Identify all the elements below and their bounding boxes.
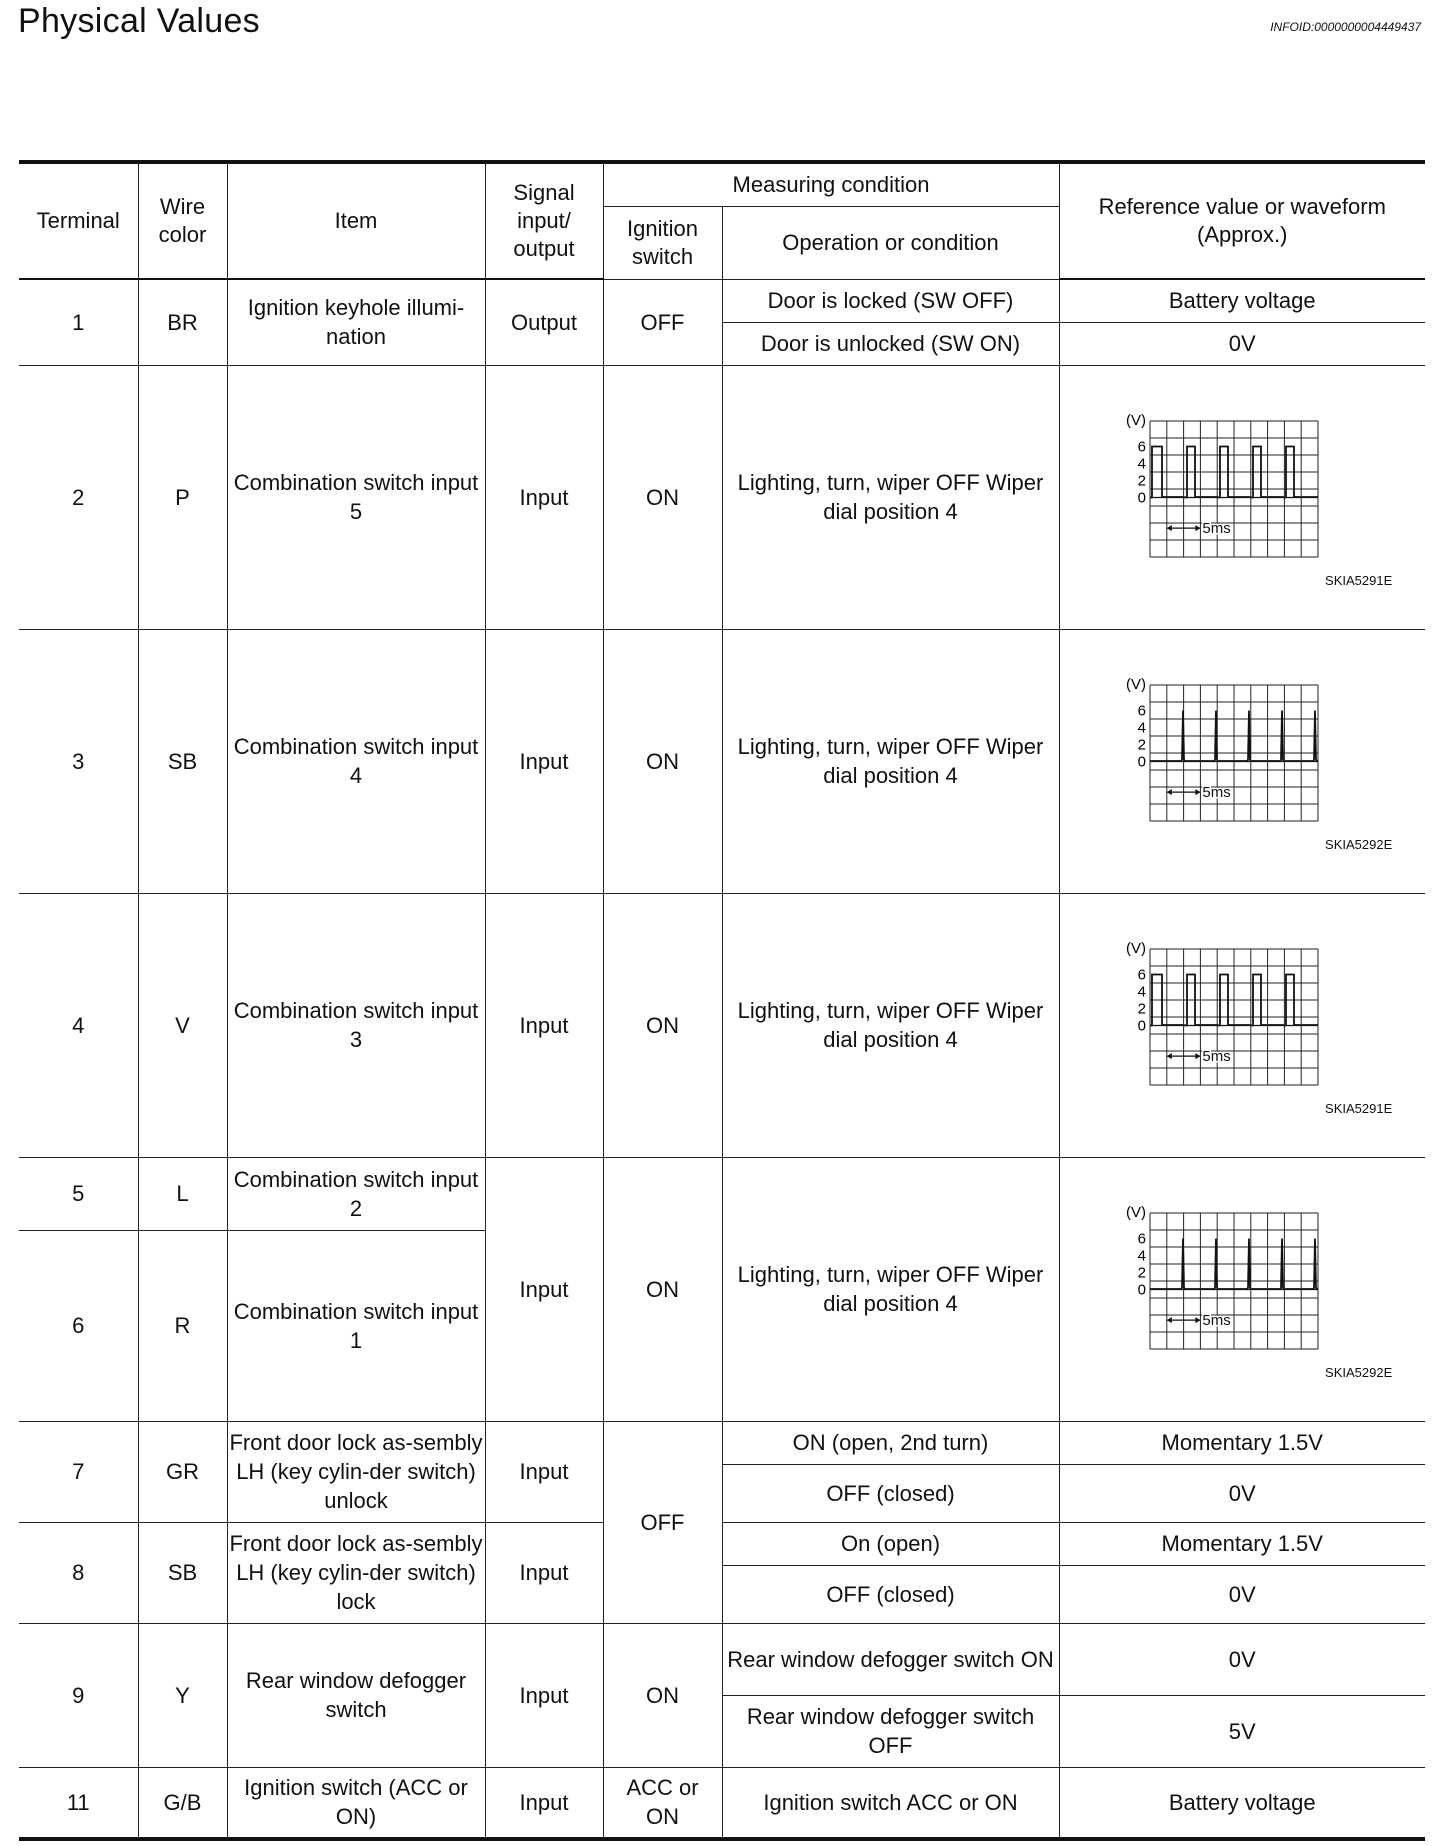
ignition-cell: ON [603,629,722,893]
y-tick-label: 2 [1137,472,1147,490]
y-tick-label: 4 [1137,983,1147,1001]
reference-cell: 0V [1059,1565,1425,1623]
item-cell: Front door lock as-sembly LH (key cylin-der switch) lock [227,1522,485,1623]
terminal-cell: 3 [19,629,138,893]
wire-color-cell: GR [138,1421,227,1522]
terminal-cell: 8 [19,1522,138,1623]
arrowhead-right-icon [1196,789,1201,795]
wire-color-cell: SB [138,629,227,893]
y-tick-label: 6 [1137,1230,1147,1248]
item-cell: Combination switch input 5 [227,365,485,629]
signal-cell: Input [485,893,603,1157]
terminal-cell: 11 [19,1767,138,1839]
wire-color-cell: P [138,365,227,629]
waveform-cell [1059,893,1425,1157]
waveform-cell [1059,365,1425,629]
waveform-figure [1092,915,1392,1135]
y-tick-label: 2 [1137,736,1147,754]
wire-color-cell: V [138,893,227,1157]
ignition-cell: ON [603,365,722,629]
table-row [19,893,1425,1157]
reference-cell: 0V [1059,322,1425,365]
y-tick-label: 6 [1137,966,1147,984]
condition-cell: Rear window defogger switch OFF [722,1695,1059,1767]
condition-cell: On (open) [722,1522,1059,1565]
y-tick-label: 4 [1137,455,1147,473]
header-item: Item [227,162,485,279]
condition-cell: Lighting, turn, wiper OFF Wiper dial position 4 [722,365,1059,629]
ignition-cell: OFF [603,1421,722,1623]
waveform-figure [1092,1179,1392,1399]
y-tick-label: 2 [1137,1264,1147,1282]
y-unit-label: (V) [1126,412,1147,429]
terminal-cell: 1 [19,279,138,365]
condition-cell: ON (open, 2nd turn) [722,1421,1059,1464]
item-cell: Combination switch input 3 [227,893,485,1157]
header-operation: Operation or condition [722,206,1059,279]
terminal-cell: 6 [19,1230,138,1421]
wire-color-cell: Y [138,1623,227,1767]
table-row [19,1421,1425,1464]
ignition-cell: ON [603,893,722,1157]
item-cell: Front door lock as-sembly LH (key cylin-der switch) unlock [227,1421,485,1522]
reference-cell: Momentary 1.5V [1059,1522,1425,1565]
terminal-cell: 5 [19,1157,138,1230]
y-unit-label: (V) [1126,1204,1147,1221]
y-unit-label: (V) [1126,676,1147,693]
info-id: INFOID:0000000004449437 [1270,20,1421,34]
terminal-cell: 7 [19,1421,138,1522]
y-tick-label: 6 [1137,702,1147,720]
header-reference: Reference value or waveform (Approx.) [1059,162,1425,279]
y-unit-label: (V) [1126,940,1147,957]
table-row [19,1522,1425,1565]
wire-color-cell: R [138,1230,227,1421]
reference-cell: 0V [1059,1623,1425,1695]
waveform-graph [1122,1199,1332,1359]
arrowhead-right-icon [1196,1053,1201,1059]
table-row [19,279,1425,322]
waveform-figure [1092,651,1392,871]
condition-cell: Lighting, turn, wiper OFF Wiper dial position 4 [722,629,1059,893]
time-scale-label: 5ms [1202,784,1231,802]
waveform-figure [1092,387,1392,607]
condition-cell: OFF (closed) [722,1565,1059,1623]
table-row [19,1767,1425,1839]
arrowhead-left-icon [1167,525,1172,531]
signal-cell: Input [485,629,603,893]
reference-cell: 0V [1059,1464,1425,1522]
waveform-cell [1059,1157,1425,1421]
signal-cell: Input [485,365,603,629]
header-wire-color: Wire color [138,162,227,279]
wire-color-cell: BR [138,279,227,365]
condition-cell: Rear window defogger switch ON [722,1623,1059,1695]
y-tick-label: 0 [1137,1281,1147,1299]
wire-color-cell: SB [138,1522,227,1623]
terminal-cell: 9 [19,1623,138,1767]
waveform-graph [1122,671,1332,831]
table-row [19,629,1425,893]
terminal-cell: 4 [19,893,138,1157]
reference-cell: Momentary 1.5V [1059,1421,1425,1464]
signal-cell: Output [485,279,603,365]
header-signal: Signal input/ output [485,162,603,279]
figure-code: SKIA5292E [1325,1365,1393,1380]
signal-cell: Input [485,1522,603,1623]
table-row [19,1157,1425,1230]
waveform-graph [1122,407,1332,567]
signal-cell: Input [485,1623,603,1767]
ignition-cell: ACC or ON [603,1767,722,1839]
item-cell: Rear window defogger switch [227,1623,485,1767]
wire-color-cell: G/B [138,1767,227,1839]
arrowhead-right-icon [1196,1317,1201,1323]
y-tick-label: 0 [1137,489,1147,507]
y-tick-label: 2 [1137,1000,1147,1018]
arrowhead-left-icon [1167,1317,1172,1323]
condition-cell: Ignition switch ACC or ON [722,1767,1059,1839]
condition-cell: Lighting, turn, wiper OFF Wiper dial position 4 [722,1157,1059,1421]
y-tick-label: 4 [1137,1247,1147,1265]
ignition-cell: OFF [603,279,722,365]
time-scale-label: 5ms [1202,1312,1231,1330]
figure-code: SKIA5292E [1325,837,1393,852]
y-tick-label: 6 [1137,438,1147,456]
signal-cell: Input [485,1767,603,1839]
time-scale-label: 5ms [1202,1048,1231,1066]
item-cell: Combination switch input 4 [227,629,485,893]
item-cell: Combination switch input 1 [227,1230,485,1421]
condition-cell: Door is unlocked (SW ON) [722,322,1059,365]
waveform-cell [1059,629,1425,893]
condition-cell: OFF (closed) [722,1464,1059,1522]
signal-cell: Input [485,1421,603,1522]
figure-code: SKIA5291E [1325,1101,1393,1116]
y-tick-label: 0 [1137,1017,1147,1035]
item-cell: Combination switch input 2 [227,1157,485,1230]
figure-code: SKIA5291E [1325,573,1393,588]
ignition-cell: ON [603,1157,722,1421]
time-scale-label: 5ms [1202,520,1231,538]
condition-cell: Door is locked (SW OFF) [722,279,1059,322]
y-tick-label: 0 [1137,753,1147,771]
header-terminal: Terminal [19,162,138,279]
arrowhead-right-icon [1196,525,1201,531]
ignition-cell: ON [603,1623,722,1767]
header-measuring-condition: Measuring condition [603,162,1059,206]
signal-cell: Input [485,1157,603,1421]
header-ignition-switch: Ignition switch [603,206,722,279]
physical-values-table [19,160,1425,1841]
wire-color-cell: L [138,1157,227,1230]
item-cell: Ignition switch (ACC or ON) [227,1767,485,1839]
reference-cell: Battery voltage [1059,1767,1425,1839]
terminal-cell: 2 [19,365,138,629]
waveform-graph [1122,935,1332,1095]
reference-cell: 5V [1059,1695,1425,1767]
table-row [19,1623,1425,1695]
arrowhead-left-icon [1167,1053,1172,1059]
arrowhead-left-icon [1167,789,1172,795]
table-row [19,365,1425,629]
y-tick-label: 4 [1137,719,1147,737]
item-cell: Ignition keyhole illumi-nation [227,279,485,365]
condition-cell: Lighting, turn, wiper OFF Wiper dial position 4 [722,893,1059,1157]
reference-cell: Battery voltage [1059,279,1425,322]
page-title: Physical Values [18,2,260,40]
